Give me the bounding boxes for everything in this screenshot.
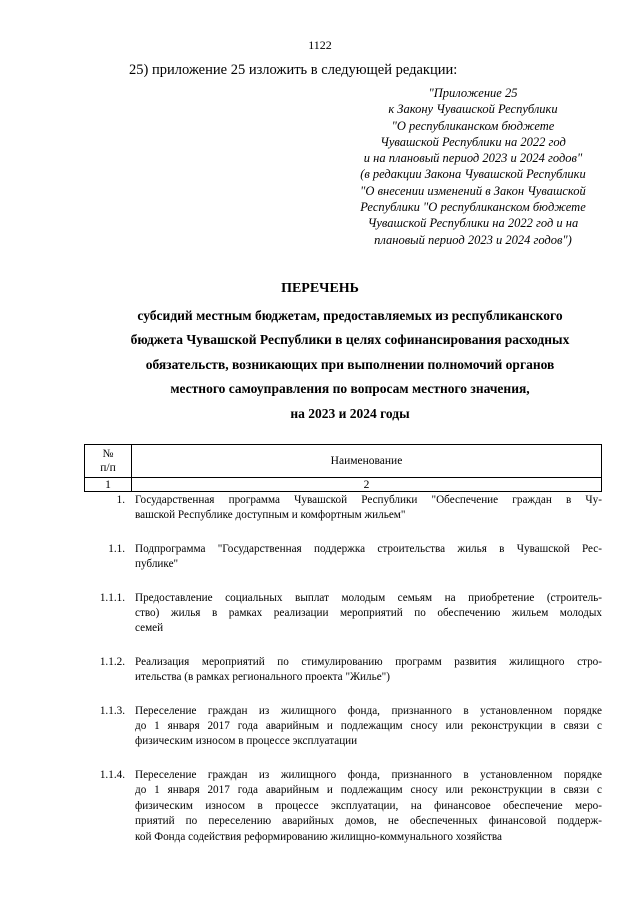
item-line: физическим износом в процессе эксплуатации, на финансовое обеспечение меро- <box>135 799 602 812</box>
list-item <box>84 591 602 637</box>
appendix-line: (в редакции Закона Чувашской Республики <box>360 167 586 182</box>
subtitle-line: местного самоуправления по вопросам местного значения, <box>170 381 530 397</box>
item-line: кой Фонда содействия реформированию жилищно-коммунального хозяйства <box>135 830 503 843</box>
column-name-index: 2 <box>132 478 602 492</box>
item-line: до 1 января 2017 года аварийным и подлежащим сносу или реконструкции в связи с <box>135 784 602 797</box>
item-text <box>135 591 602 637</box>
item-line: вашской Республике доступным и комфортным жильем" <box>135 509 406 522</box>
amendment-intro: 25) приложение 25 изложить в следующей редакции: <box>129 62 458 78</box>
list-item <box>84 542 602 573</box>
item-line: Предоставление социальных выплат молодым семьям на приобретение (строитель- <box>135 591 602 604</box>
item-text <box>135 542 602 573</box>
number-sign: № <box>102 448 114 460</box>
subtitle-line: бюджета Чувашской Республики в целях софинансирования расходных <box>130 332 570 348</box>
item-line: ство) жилья в рамках реализации мероприятий по обеспечению жильем молодых <box>135 607 602 620</box>
document-subtitle <box>60 304 640 426</box>
item-line: физическим износом в процессе эксплуатации <box>135 735 358 748</box>
appendix-line: к Закону Чувашской Республики <box>388 102 558 117</box>
item-number: 1.1.2. <box>99 655 125 668</box>
appendix-line: Республики "О республиканском бюджете <box>360 200 586 215</box>
subtitle-line: обязательств, возникающих при выполнении полномочий органов <box>145 356 555 372</box>
column-name-header: Наименование <box>132 445 602 478</box>
item-number: 1.1. <box>108 542 125 555</box>
list-item <box>84 768 602 845</box>
appendix-line: "Приложение 25 <box>428 86 518 100</box>
appendix-line: плановый период 2023 и 2024 годов") <box>374 232 572 247</box>
page-number: 1122 <box>308 38 332 52</box>
list-item <box>84 655 602 686</box>
item-number: 1.1.1. <box>99 591 125 604</box>
item-number: 1.1.4. <box>99 768 125 781</box>
subtitle-line: субсидий местным бюджетам, предоставляемых из республиканского <box>137 308 563 323</box>
appendix-line: и на плановый период 2023 и 2024 годов" <box>363 151 583 166</box>
item-line: ительства (в рамках регионального проекта "Жилье") <box>135 671 390 684</box>
appendix-line: "О внесении изменений в Закон Чувашской <box>360 183 586 198</box>
item-line: Переселение граждан из жилищного фонда, признанного в установленном порядке <box>135 704 602 717</box>
item-line: семей <box>135 622 164 635</box>
item-text <box>135 704 602 750</box>
item-number: 1. <box>116 494 125 506</box>
list-table-header <box>84 444 602 492</box>
list-item <box>84 493 602 524</box>
list-rows <box>84 493 602 845</box>
subtitle-line: на 2023 и 2024 годы <box>290 405 410 421</box>
item-text <box>135 493 602 524</box>
column-number-header <box>85 445 132 478</box>
item-line: публике" <box>135 558 179 571</box>
appendix-line: "О республиканском бюджете <box>391 118 555 133</box>
appendix-line: Чувашской Республики на 2022 год <box>380 134 566 149</box>
item-line: Государственная программа Чувашской Республики "Обеспечение граждан в Чу- <box>135 494 602 506</box>
number-abbrev: п/п <box>100 462 116 474</box>
list-item <box>84 704 602 750</box>
item-text <box>135 655 602 686</box>
document-title: ПЕРЕЧЕНЬ <box>281 281 359 296</box>
appendix-line: Чувашской Республики на 2022 год и на <box>367 216 579 231</box>
item-text <box>135 768 602 845</box>
item-number: 1.1.3. <box>99 704 125 717</box>
item-line: до 1 января 2017 года аварийным и подлежащим сносу или реконструкции в связи с <box>135 720 602 733</box>
item-line: Переселение граждан из жилищного фонда, признанного в установленном порядке <box>135 768 602 781</box>
item-line: Реализация мероприятий по стимулированию программ развития жилищного стро- <box>135 655 602 668</box>
item-line: Подпрограмма "Государственная поддержка строительства жилья в Чувашской Рес- <box>135 542 602 555</box>
column-number-index: 1 <box>85 478 132 492</box>
item-line: приятий по переселению аварийных домов, не обеспеченных финансовой поддерж- <box>135 815 602 828</box>
appendix-reference <box>320 85 626 248</box>
